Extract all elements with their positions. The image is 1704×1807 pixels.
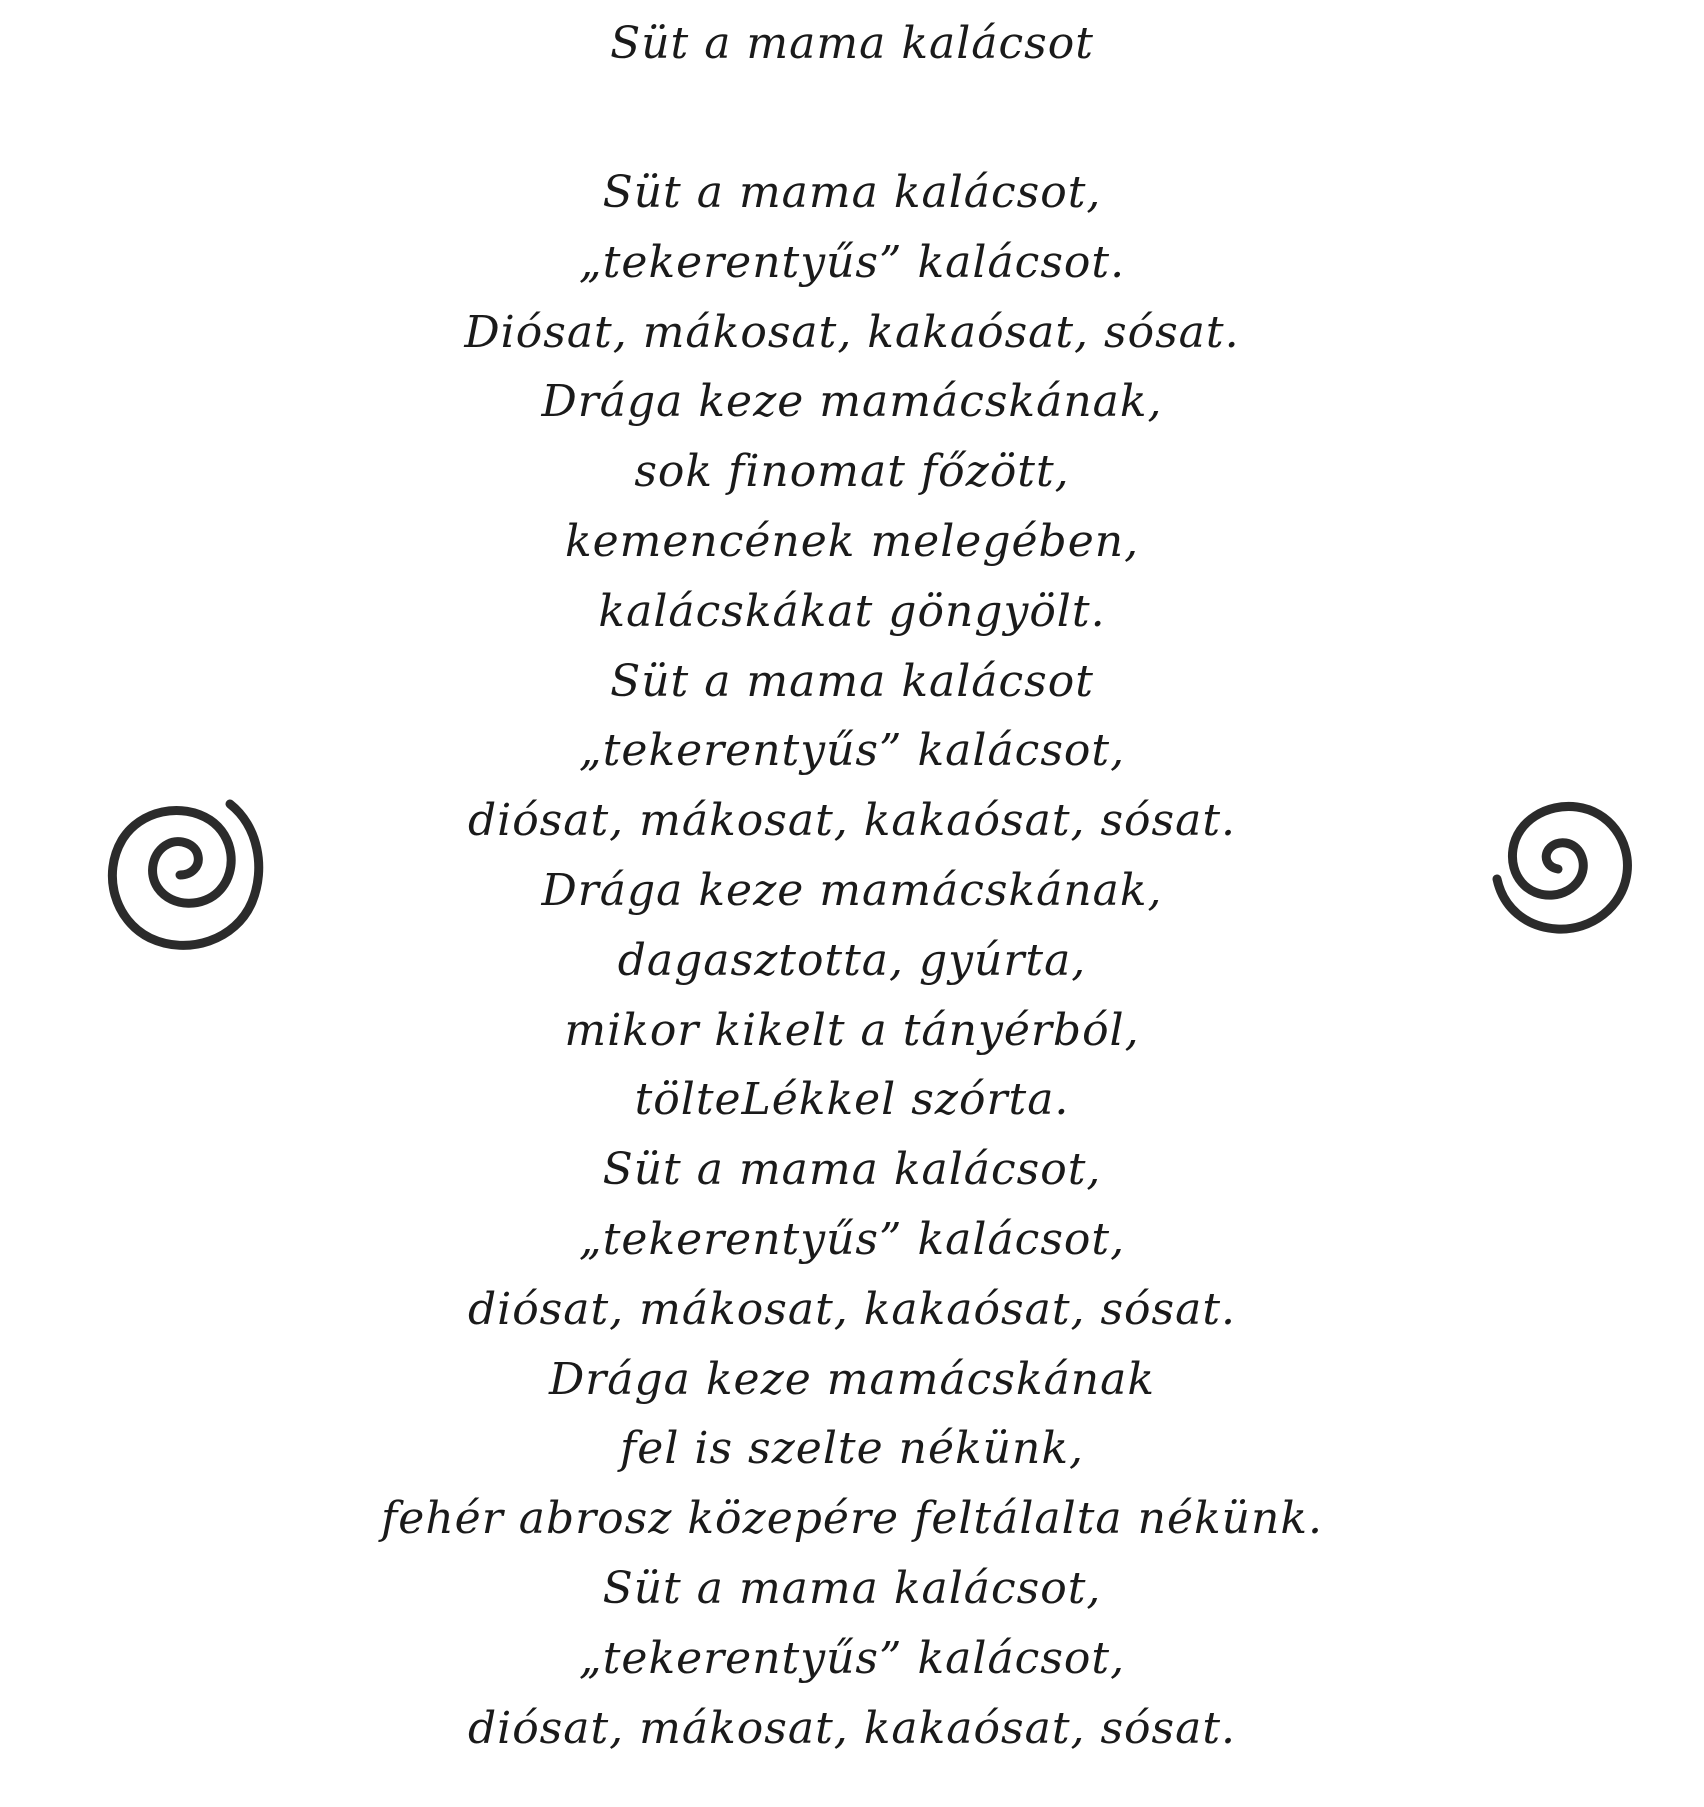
poem-line: kemencének melegében, xyxy=(564,515,1140,567)
poem-line: Süt a mama kalácsot xyxy=(610,655,1094,707)
poem-line: diósat, mákosat, kakaósat, sósat. xyxy=(467,795,1237,847)
poem-line: fel is szelte nékünk, xyxy=(620,1423,1084,1475)
spiral-icon xyxy=(1463,767,1663,967)
poem-title: Süt a mama kalácsot xyxy=(610,18,1094,69)
poem-line: kalácskákat göngyölt. xyxy=(598,585,1106,637)
poem-line: Drága keze mamácskának, xyxy=(541,376,1163,428)
poem-line: Süt a mama kalácsot, xyxy=(602,1562,1102,1614)
poem-line: Diósat, mákosat, kakaósat, sósat. xyxy=(464,306,1240,358)
poem-line: Süt a mama kalácsot, xyxy=(602,1144,1102,1196)
poem-line: dagasztotta, gyúrta, xyxy=(617,934,1087,986)
poem-line: „tekerentyűs” kalácsot, xyxy=(578,1213,1126,1265)
poem-line: mikor kikelt a tányérból, xyxy=(564,1004,1140,1056)
poem-line: fehér abrosz közepére feltálalta nékünk. xyxy=(381,1493,1323,1545)
poem-line: Drága keze mamácskának, xyxy=(541,864,1163,916)
poem-line: „tekerentyűs” kalácsot. xyxy=(578,236,1126,288)
spiral-left-path xyxy=(112,804,258,945)
spiral-icon xyxy=(80,770,280,970)
spiral-right-path xyxy=(1497,806,1627,929)
poem-line: „tekerentyűs” kalácsot, xyxy=(578,725,1126,777)
poem-line: Drága keze mamácskának xyxy=(548,1353,1156,1405)
poem-line: tölteLékkel szórta. xyxy=(634,1074,1070,1126)
poem-line: sok finomat főzött, xyxy=(634,446,1070,498)
poem-line: diósat, mákosat, kakaósat, sósat. xyxy=(467,1702,1237,1754)
poem-line: „tekerentyűs” kalácsot, xyxy=(578,1632,1126,1684)
poem-line: diósat, mákosat, kakaósat, sósat. xyxy=(467,1283,1237,1335)
poem-line: Süt a mama kalácsot, xyxy=(602,167,1102,218)
